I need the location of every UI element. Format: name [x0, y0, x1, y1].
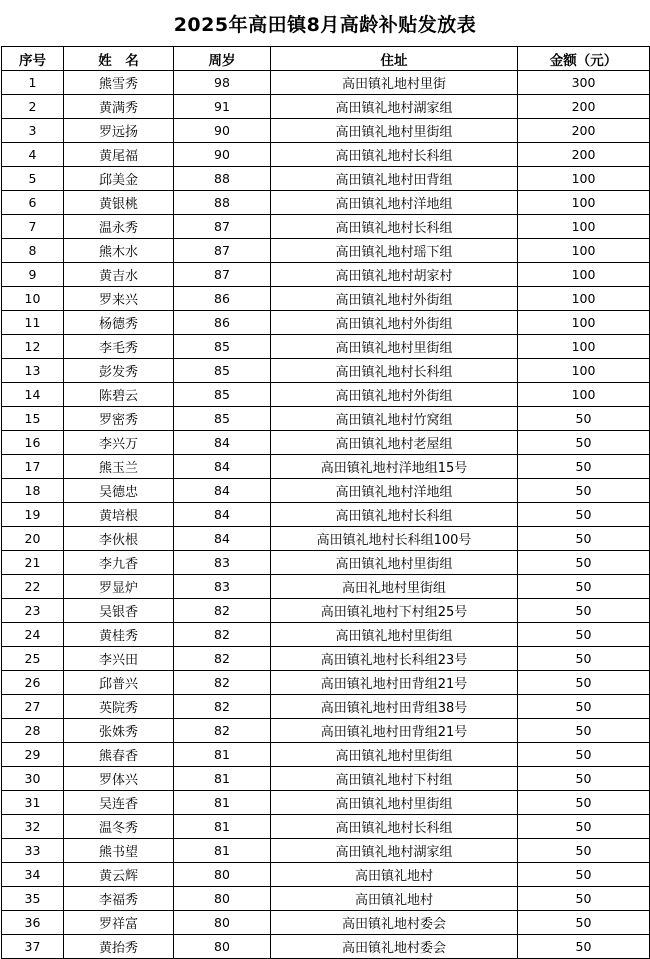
table-row [2, 191, 650, 215]
cell-amount: 50 [518, 527, 650, 551]
cell-amount: 100 [518, 335, 650, 359]
cell-name: 李九香 [64, 551, 174, 575]
table-row [2, 359, 650, 383]
table-row [2, 431, 650, 455]
table-row [2, 839, 650, 863]
cell-index: 28 [2, 719, 64, 743]
cell-name: 张姝秀 [64, 719, 174, 743]
cell-age: 86 [174, 311, 271, 335]
cell-index: 24 [2, 623, 64, 647]
cell-address: 高田镇礼地村长科组23号 [271, 647, 518, 671]
header-age: 周岁 [174, 47, 271, 71]
cell-address: 高田镇礼地村长科组 [271, 503, 518, 527]
table-row [2, 71, 650, 95]
cell-amount: 50 [518, 671, 650, 695]
table-row [2, 863, 650, 887]
cell-name: 陈碧云 [64, 383, 174, 407]
cell-index: 6 [2, 191, 64, 215]
cell-age: 85 [174, 407, 271, 431]
cell-amount: 50 [518, 503, 650, 527]
cell-amount: 50 [518, 911, 650, 935]
cell-amount: 50 [518, 815, 650, 839]
cell-index: 16 [2, 431, 64, 455]
cell-amount: 200 [518, 95, 650, 119]
cell-index: 4 [2, 143, 64, 167]
cell-name: 黄桂秀 [64, 623, 174, 647]
cell-amount: 50 [518, 887, 650, 911]
table-row [2, 767, 650, 791]
header-address: 住址 [271, 47, 518, 71]
cell-address: 高田镇礼地村竹窝组 [271, 407, 518, 431]
table-row [2, 311, 650, 335]
table-row [2, 911, 650, 935]
cell-amount: 100 [518, 167, 650, 191]
cell-address: 高田镇礼地村委会 [271, 935, 518, 959]
header-amount: 金额（元） [518, 47, 650, 71]
cell-name: 熊春香 [64, 743, 174, 767]
cell-name: 李毛秀 [64, 335, 174, 359]
cell-name: 黄云辉 [64, 863, 174, 887]
cell-name: 黄吉水 [64, 263, 174, 287]
cell-name: 罗显炉 [64, 575, 174, 599]
cell-name: 吴德忠 [64, 479, 174, 503]
table-row [2, 383, 650, 407]
cell-name: 李福秀 [64, 887, 174, 911]
table-row [2, 455, 650, 479]
cell-address: 高田镇礼地村下村组25号 [271, 599, 518, 623]
cell-name: 罗体兴 [64, 767, 174, 791]
cell-age: 90 [174, 143, 271, 167]
table-row [2, 791, 650, 815]
cell-amount: 200 [518, 119, 650, 143]
cell-amount: 100 [518, 359, 650, 383]
cell-index: 32 [2, 815, 64, 839]
cell-name: 英院秀 [64, 695, 174, 719]
cell-index: 33 [2, 839, 64, 863]
cell-index: 11 [2, 311, 64, 335]
cell-name: 李兴田 [64, 647, 174, 671]
cell-name: 黄尾福 [64, 143, 174, 167]
cell-age: 88 [174, 167, 271, 191]
table-row [2, 575, 650, 599]
cell-amount: 50 [518, 551, 650, 575]
cell-amount: 50 [518, 647, 650, 671]
cell-index: 15 [2, 407, 64, 431]
cell-amount: 50 [518, 695, 650, 719]
cell-age: 82 [174, 671, 271, 695]
cell-age: 91 [174, 95, 271, 119]
cell-amount: 50 [518, 719, 650, 743]
cell-age: 82 [174, 623, 271, 647]
cell-address: 高田镇礼地村田背组38号 [271, 695, 518, 719]
cell-name: 罗祥富 [64, 911, 174, 935]
cell-amount: 50 [518, 455, 650, 479]
cell-age: 85 [174, 335, 271, 359]
cell-amount: 100 [518, 215, 650, 239]
cell-index: 14 [2, 383, 64, 407]
cell-index: 34 [2, 863, 64, 887]
cell-index: 19 [2, 503, 64, 527]
cell-name: 温永秀 [64, 215, 174, 239]
cell-age: 86 [174, 287, 271, 311]
cell-index: 7 [2, 215, 64, 239]
cell-address: 高田镇礼地村里街组 [271, 791, 518, 815]
cell-amount: 100 [518, 287, 650, 311]
cell-amount: 100 [518, 383, 650, 407]
cell-address: 高田镇礼地村里街 [271, 71, 518, 95]
cell-age: 80 [174, 863, 271, 887]
cell-age: 80 [174, 911, 271, 935]
cell-index: 25 [2, 647, 64, 671]
cell-index: 9 [2, 263, 64, 287]
cell-amount: 50 [518, 575, 650, 599]
cell-age: 82 [174, 695, 271, 719]
cell-age: 87 [174, 239, 271, 263]
cell-name: 黄抬秀 [64, 935, 174, 959]
table-row [2, 167, 650, 191]
cell-address: 高田镇礼地村长科组100号 [271, 527, 518, 551]
cell-age: 80 [174, 935, 271, 959]
cell-index: 18 [2, 479, 64, 503]
table-body [2, 71, 650, 959]
cell-address: 高田镇礼地村洋地组 [271, 479, 518, 503]
cell-address: 高田镇礼地村外街组 [271, 311, 518, 335]
cell-index: 27 [2, 695, 64, 719]
cell-address: 高田镇礼地村里街组 [271, 335, 518, 359]
cell-address: 高田镇礼地村外街组 [271, 287, 518, 311]
cell-amount: 300 [518, 71, 650, 95]
cell-address: 高田镇礼地村湖家组 [271, 839, 518, 863]
table-row [2, 719, 650, 743]
table-row [2, 479, 650, 503]
cell-address: 高田镇礼地村长科组 [271, 215, 518, 239]
cell-index: 30 [2, 767, 64, 791]
page-title: 2025年高田镇8月高龄补贴发放表 [173, 14, 477, 36]
cell-name: 罗来兴 [64, 287, 174, 311]
table-row [2, 887, 650, 911]
cell-name: 熊木水 [64, 239, 174, 263]
table-row [2, 263, 650, 287]
cell-amount: 50 [518, 479, 650, 503]
cell-index: 20 [2, 527, 64, 551]
table-row [2, 335, 650, 359]
cell-amount: 50 [518, 863, 650, 887]
table-row [2, 599, 650, 623]
cell-name: 彭发秀 [64, 359, 174, 383]
cell-name: 李伙根 [64, 527, 174, 551]
cell-amount: 50 [518, 623, 650, 647]
cell-age: 85 [174, 359, 271, 383]
cell-age: 84 [174, 479, 271, 503]
table-row [2, 623, 650, 647]
cell-address: 高田镇礼地村长科组 [271, 359, 518, 383]
cell-address: 高田镇礼地村外街组 [271, 383, 518, 407]
table-header-row [2, 47, 650, 71]
cell-index: 29 [2, 743, 64, 767]
table-row [2, 551, 650, 575]
cell-age: 83 [174, 551, 271, 575]
cell-index: 21 [2, 551, 64, 575]
cell-age: 84 [174, 455, 271, 479]
cell-amount: 50 [518, 839, 650, 863]
cell-address: 高田镇礼地村洋地组15号 [271, 455, 518, 479]
cell-amount: 50 [518, 791, 650, 815]
cell-name: 黄培根 [64, 503, 174, 527]
cell-name: 罗密秀 [64, 407, 174, 431]
cell-age: 88 [174, 191, 271, 215]
cell-name: 邱美金 [64, 167, 174, 191]
cell-name: 罗远扬 [64, 119, 174, 143]
cell-index: 23 [2, 599, 64, 623]
cell-index: 3 [2, 119, 64, 143]
cell-address: 高田镇礼地村 [271, 887, 518, 911]
cell-amount: 100 [518, 263, 650, 287]
cell-address: 高田镇礼地村田背组 [271, 167, 518, 191]
table-row [2, 647, 650, 671]
cell-age: 81 [174, 743, 271, 767]
cell-amount: 50 [518, 767, 650, 791]
cell-index: 8 [2, 239, 64, 263]
cell-amount: 50 [518, 743, 650, 767]
table-row [2, 695, 650, 719]
cell-amount: 100 [518, 311, 650, 335]
cell-age: 90 [174, 119, 271, 143]
cell-age: 83 [174, 575, 271, 599]
table-row [2, 527, 650, 551]
cell-address: 高田镇礼地村委会 [271, 911, 518, 935]
cell-amount: 50 [518, 599, 650, 623]
cell-index: 26 [2, 671, 64, 695]
cell-name: 邱普兴 [64, 671, 174, 695]
cell-index: 35 [2, 887, 64, 911]
subsidy-table [1, 46, 650, 959]
cell-age: 82 [174, 647, 271, 671]
table-row [2, 671, 650, 695]
cell-index: 31 [2, 791, 64, 815]
cell-age: 81 [174, 815, 271, 839]
cell-name: 杨德秀 [64, 311, 174, 335]
cell-age: 80 [174, 887, 271, 911]
cell-amount: 100 [518, 239, 650, 263]
cell-index: 22 [2, 575, 64, 599]
cell-index: 37 [2, 935, 64, 959]
cell-age: 98 [174, 71, 271, 95]
cell-amount: 50 [518, 935, 650, 959]
cell-index: 36 [2, 911, 64, 935]
cell-age: 84 [174, 431, 271, 455]
cell-name: 吴连香 [64, 791, 174, 815]
table-row [2, 95, 650, 119]
cell-index: 5 [2, 167, 64, 191]
cell-age: 81 [174, 791, 271, 815]
cell-address: 高田镇礼地村洋地组 [271, 191, 518, 215]
cell-address: 高田镇礼地村田背组21号 [271, 671, 518, 695]
cell-address: 高田镇礼地村里街组 [271, 551, 518, 575]
cell-name: 熊雪秀 [64, 71, 174, 95]
cell-age: 85 [174, 383, 271, 407]
cell-amount: 100 [518, 191, 650, 215]
cell-age: 82 [174, 719, 271, 743]
cell-age: 87 [174, 215, 271, 239]
table-row [2, 407, 650, 431]
cell-amount: 50 [518, 431, 650, 455]
header-name: 姓 名 [64, 47, 174, 71]
cell-address: 高田镇礼地村湖家组 [271, 95, 518, 119]
cell-name: 吴银香 [64, 599, 174, 623]
cell-index: 12 [2, 335, 64, 359]
cell-amount: 200 [518, 143, 650, 167]
cell-address: 高田镇礼地村里街组 [271, 743, 518, 767]
cell-age: 84 [174, 503, 271, 527]
cell-amount: 50 [518, 407, 650, 431]
cell-index: 10 [2, 287, 64, 311]
cell-index: 13 [2, 359, 64, 383]
cell-name: 黄银桃 [64, 191, 174, 215]
table-row [2, 287, 650, 311]
cell-address: 高田镇礼地村长科组 [271, 815, 518, 839]
cell-address: 高田镇礼地村 [271, 863, 518, 887]
cell-name: 黄满秀 [64, 95, 174, 119]
table-row [2, 743, 650, 767]
table-row [2, 935, 650, 959]
cell-index: 2 [2, 95, 64, 119]
cell-age: 87 [174, 263, 271, 287]
table-row [2, 143, 650, 167]
cell-name: 熊玉兰 [64, 455, 174, 479]
cell-index: 1 [2, 71, 64, 95]
cell-index: 17 [2, 455, 64, 479]
cell-name: 熊书望 [64, 839, 174, 863]
cell-address: 高田镇礼地村长科组 [271, 143, 518, 167]
cell-age: 84 [174, 527, 271, 551]
cell-address: 高田镇礼地村田背组21号 [271, 719, 518, 743]
cell-address: 高田镇礼地村老屋组 [271, 431, 518, 455]
table-row [2, 503, 650, 527]
cell-address: 高田镇礼地村里街组 [271, 623, 518, 647]
cell-age: 81 [174, 839, 271, 863]
cell-address: 高田镇礼地村下村组 [271, 767, 518, 791]
cell-address: 高田镇礼地村胡家村 [271, 263, 518, 287]
table-row [2, 239, 650, 263]
cell-address: 高田礼地村里街组 [271, 575, 518, 599]
cell-address: 高田镇礼地村瑶下组 [271, 239, 518, 263]
cell-age: 81 [174, 767, 271, 791]
cell-name: 李兴万 [64, 431, 174, 455]
table-row [2, 215, 650, 239]
cell-address: 高田镇礼地村里街组 [271, 119, 518, 143]
cell-age: 82 [174, 599, 271, 623]
table-row [2, 119, 650, 143]
table-row [2, 815, 650, 839]
cell-name: 温冬秀 [64, 815, 174, 839]
header-index: 序号 [2, 47, 64, 71]
